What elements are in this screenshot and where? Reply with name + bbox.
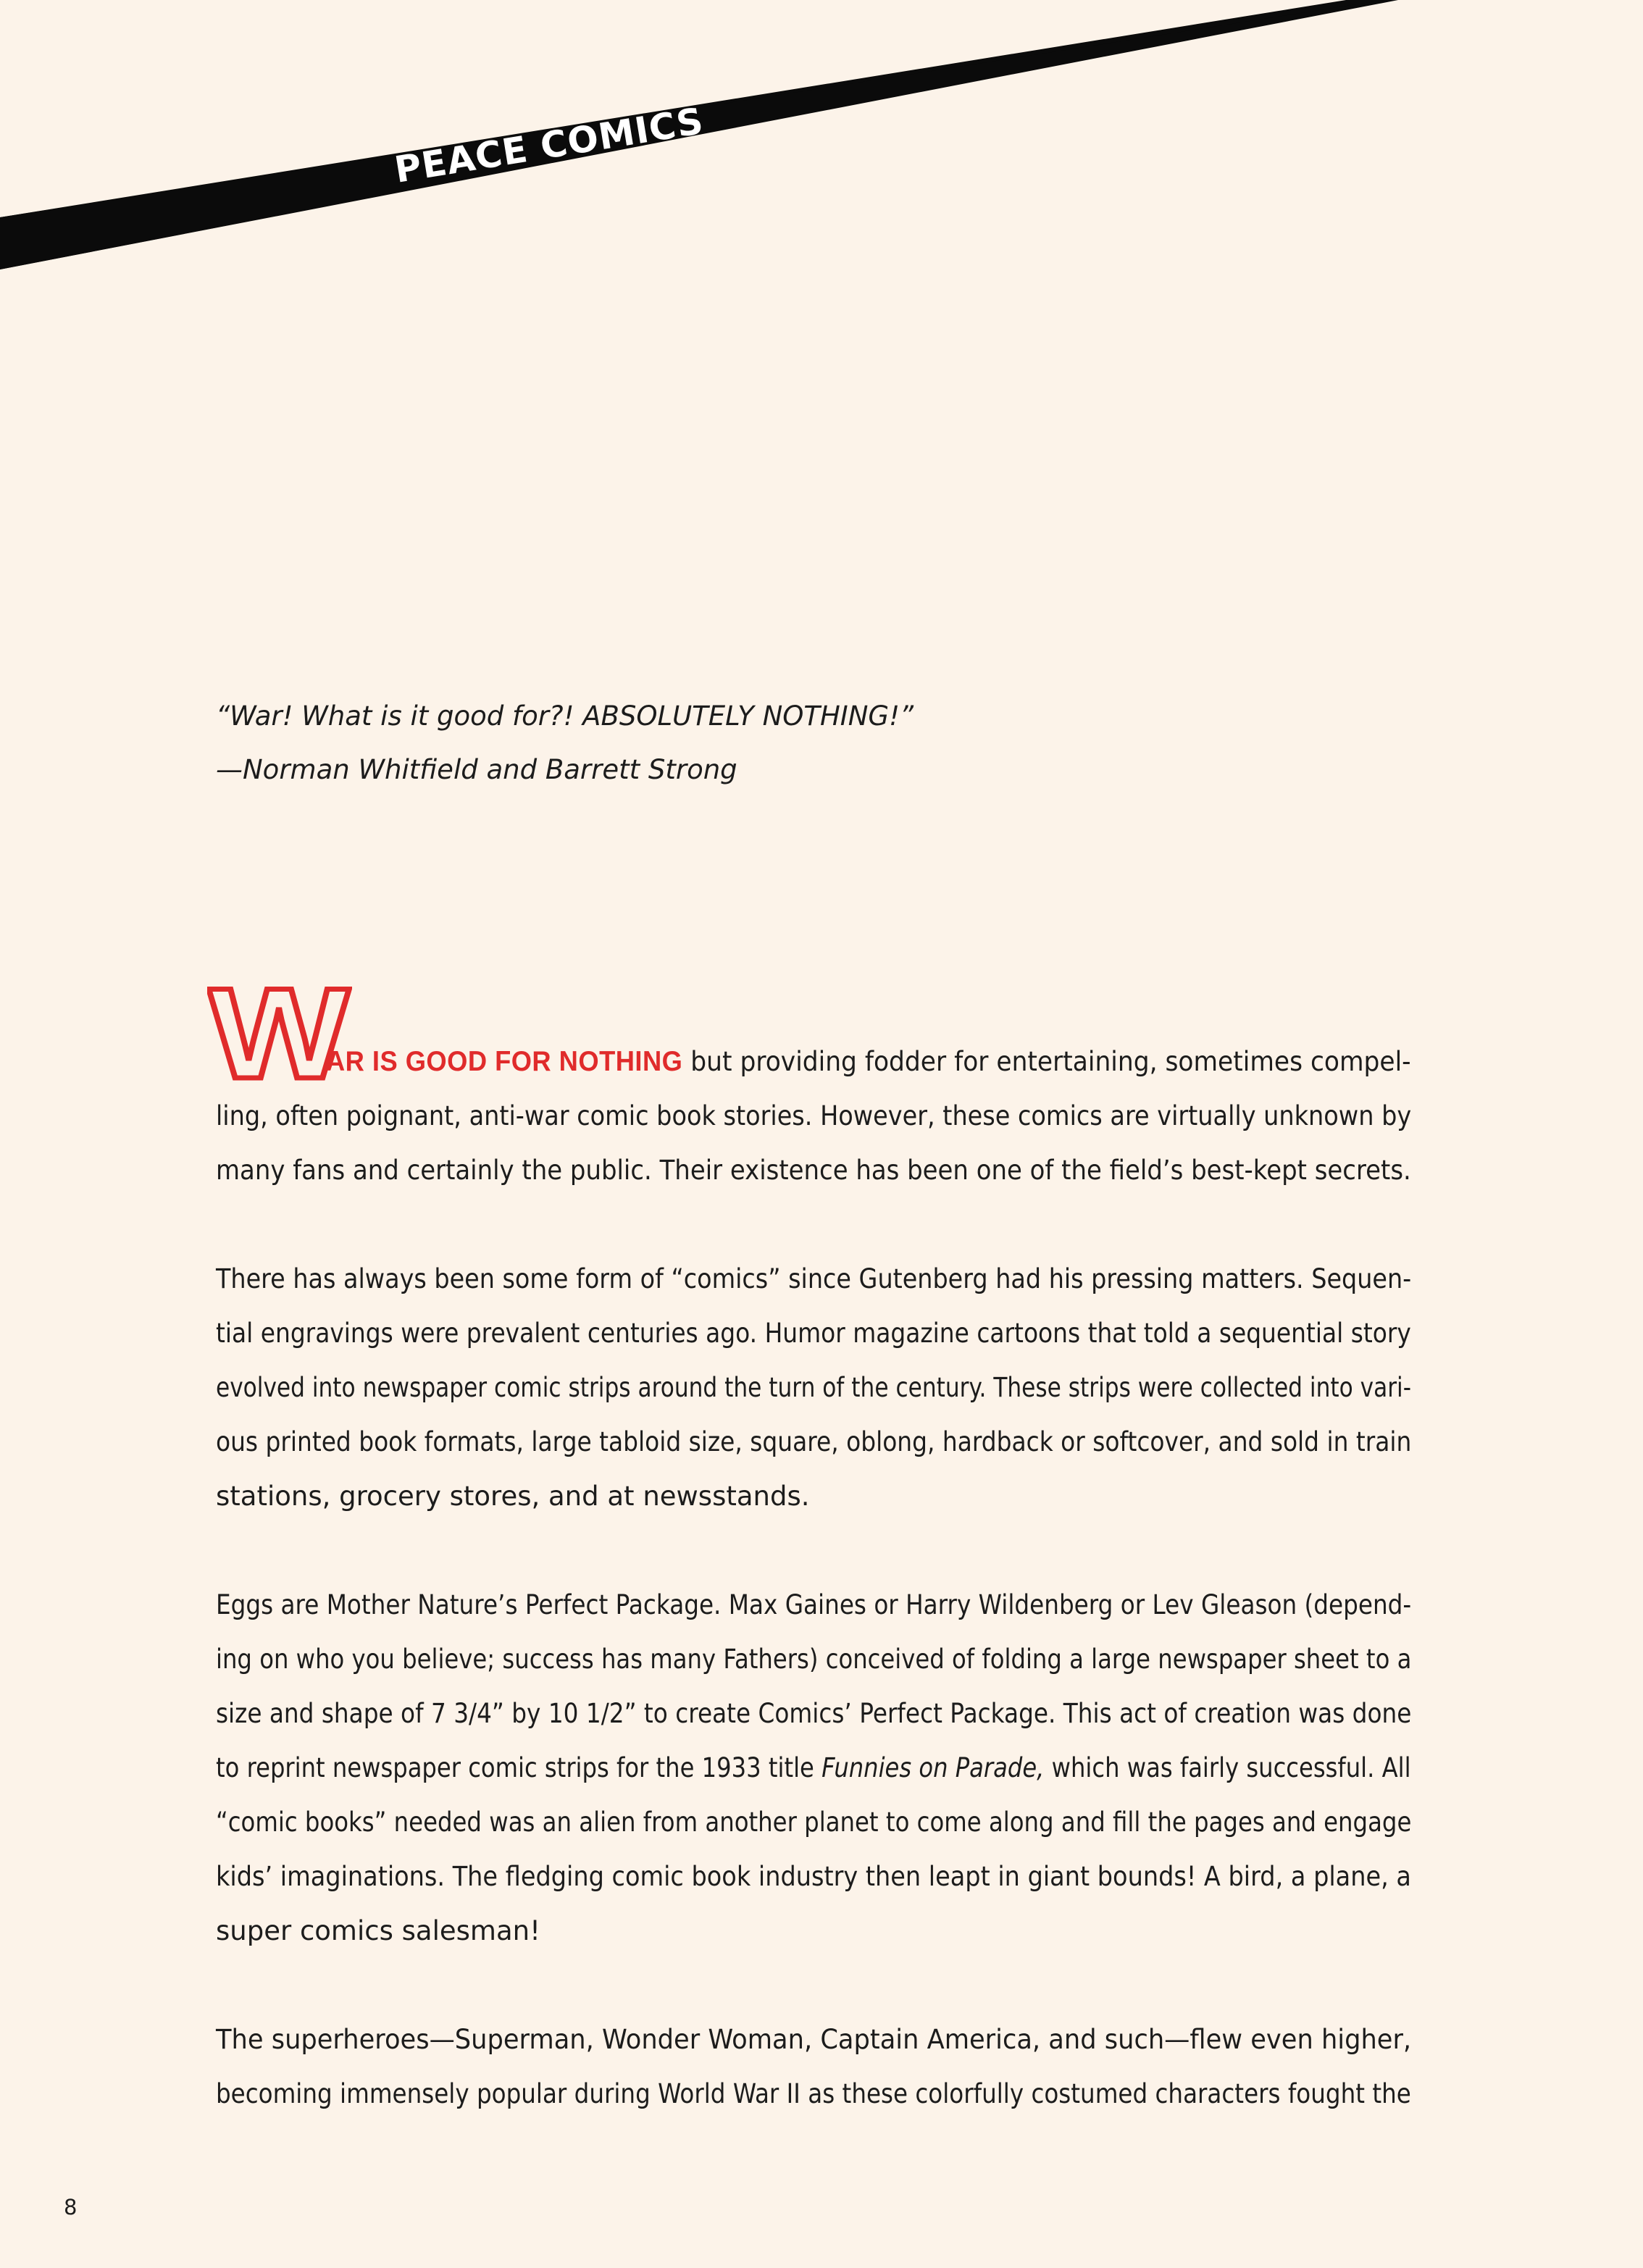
text-line: ous printed book formats, large tabloid size, square, oblong, hardback or softcover, and sold in train xyxy=(216,1426,1412,1457)
text-line: tial engravings were prevalent centuries ago. Humor magazine cartoons that told a sequential story xyxy=(216,1318,1411,1349)
text-line: kids’ imaginations. The fledging comic book industry then leapt in giant bounds! A bird, a plane, a xyxy=(216,1861,1411,1892)
epigraph-quote: “War! What is it good for?! ABSOLUTELY NOTHING!” xyxy=(216,700,914,732)
text-line: stations, grocery stores, and at newsstands. xyxy=(216,1481,810,1512)
line-text: which was fairly successful. All xyxy=(1044,1752,1411,1783)
text-line: The superheroes—Superman, Wonder Woman, Captain America, and such—flew even higher, xyxy=(216,2024,1412,2055)
lead-in: AR IS GOOD FOR NOTHING xyxy=(326,1046,683,1077)
text-line: There has always been some form of “comics” since Gutenberg had his pressing matters. Sequen- xyxy=(216,1263,1412,1294)
text-line: Eggs are Mother Nature’s Perfect Package. Max Gaines or Harry Wildenberg or Lev Gleason (depend- xyxy=(216,1589,1412,1620)
text-line xyxy=(216,1741,1411,1795)
epigraph-attribution: —Norman Whitfield and Barrett Strong xyxy=(216,754,737,785)
text-line xyxy=(326,1034,1411,1089)
text-line: evolved into newspaper comic strips around the turn of the century. These strips were collected into vari- xyxy=(216,1372,1411,1403)
section-title: PEACE COMICS xyxy=(391,99,707,191)
text-line: size and shape of 7 3/4” by 10 1/2” to create Comics’ Perfect Package. This act of creation was done xyxy=(216,1698,1412,1729)
book-title: Funnies on Parade, xyxy=(822,1752,1045,1783)
text-line: many fans and certainly the public. Their existence has been one of the field’s best-kept secrets. xyxy=(216,1155,1411,1186)
dropcap-glyph: W xyxy=(209,981,349,1082)
text-line: super comics salesman! xyxy=(216,1915,540,1946)
page-number: 8 xyxy=(64,2195,78,2219)
text-line: ling, often poignant, anti-war comic book stories. However, these comics are virtually unknown by xyxy=(216,1100,1412,1131)
epigraph xyxy=(216,690,1447,797)
text-line: “comic books” needed was an alien from another planet to come along and fill the pages and engage xyxy=(216,1807,1412,1838)
text-line: ing on who you believe; success has many Fathers) conceived of folding a large newspaper sheet to a xyxy=(216,1644,1412,1675)
line-text: but providing fodder for entertaining, sometimes compel- xyxy=(690,1046,1411,1077)
section-banner xyxy=(0,0,1643,290)
text-line: becoming immensely popular during World War II as these colorfully costumed characters fought the xyxy=(216,2078,1411,2109)
line-text: to reprint newspaper comic strips for the 1933 title xyxy=(216,1752,822,1783)
